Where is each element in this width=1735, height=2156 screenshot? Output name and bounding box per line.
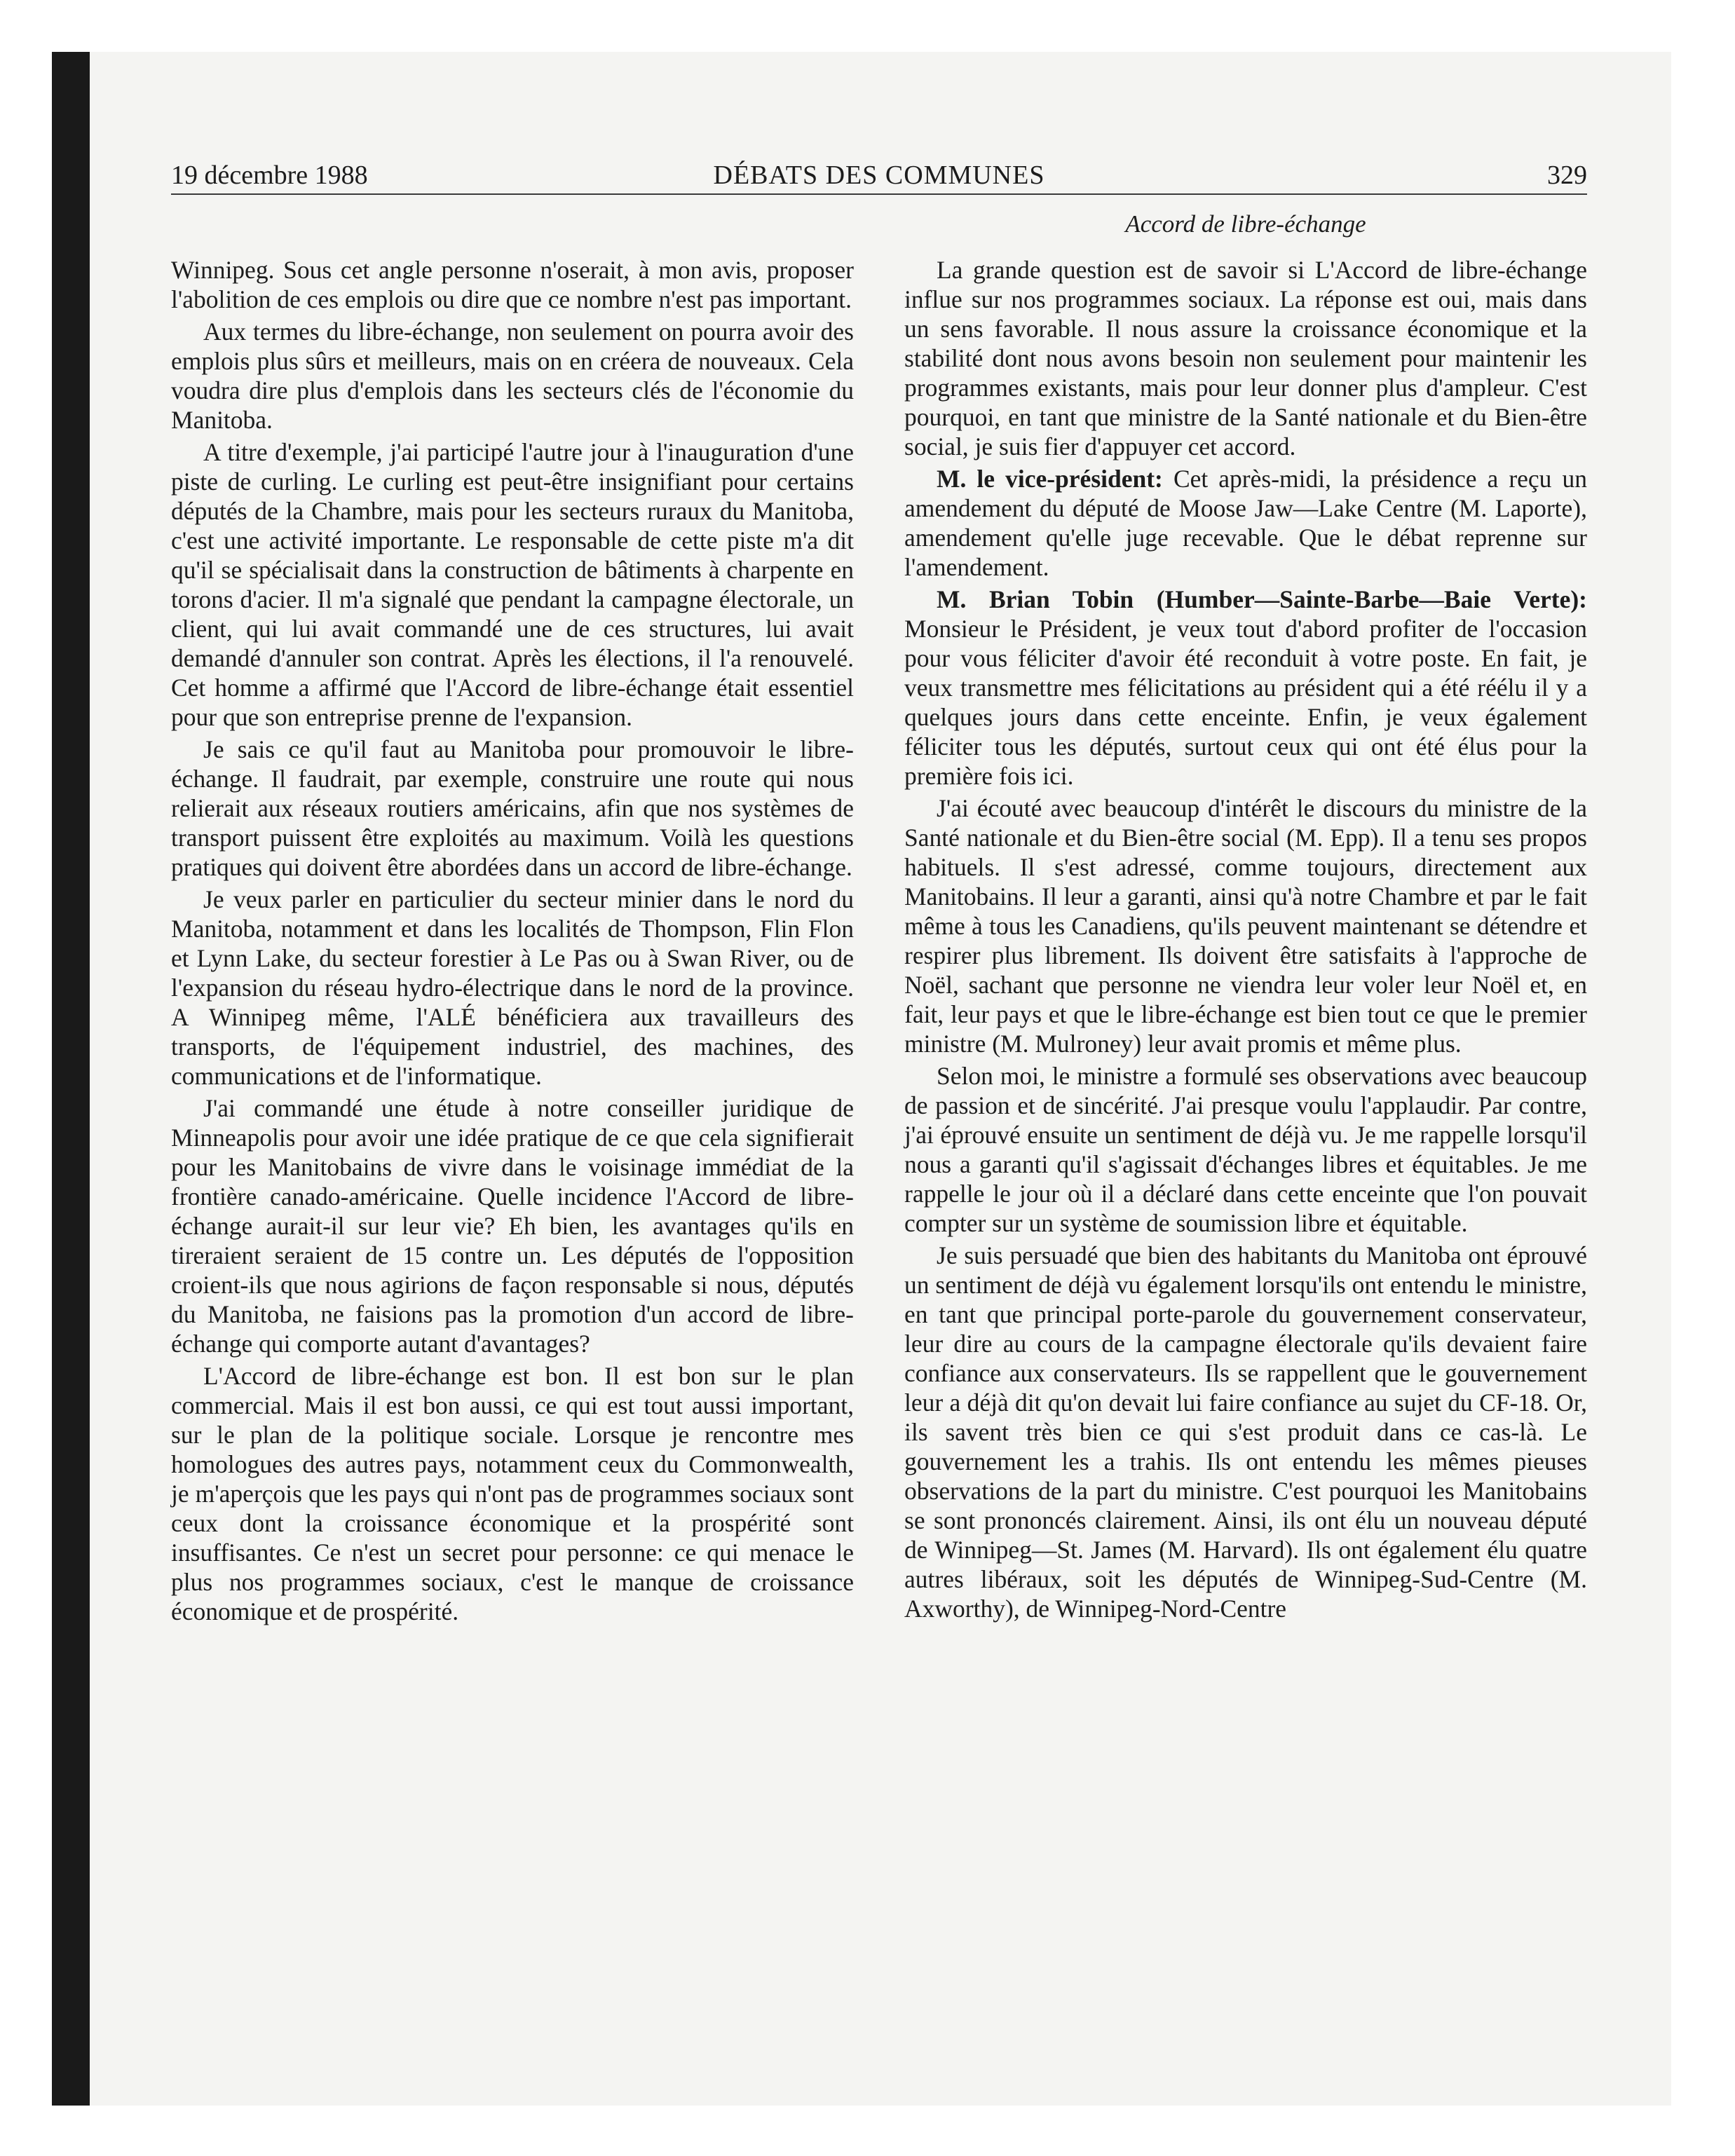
page-number: 329 [1547, 161, 1587, 190]
paragraph-text: Selon moi, le ministre a formulé ses observations avec beaucoup de passion et de sincérité. J'ai presque voulu l'applaudir. Par contre, j'ai éprouvé ensuite un sentiment de déjà vu. Je me rappelle lorsqu'il nous a garanti qu'il s'agissait d'échanges libres et équitables. Je me rappelle le jour où il a déclaré dans cette enceinte que l'on pouvait compter sur un système de soumission libre et équitable. [904, 1062, 1587, 1237]
right-column [904, 255, 1587, 1626]
paragraph: Winnipeg. Sous cet angle personne n'oserait, à mon avis, proposer l'abolition de ces emplois ou dire que ce nombre n'est pas important. [171, 256, 854, 313]
header-rule [171, 193, 1587, 195]
paragraph: J'ai commandé une étude à notre conseiller juridique de Minneapolis pour avoir une idée pratique de ce que cela signifierait pour les Manitobains de vivre dans le voisinage immédiat de la frontière canado-américaine. Quelle incidence l'Accord de libre-échange aurait-il sur leur vie? Eh bien, les avantages qu'ils en tireraient seraient de 15 contre un. Les députés de l'opposition croient-ils que nous agirions de façon responsable si nous, députés du Manitoba, ne faisions pas la promotion d'un accord de libre-échange qui comporte autant d'avantages? [171, 1094, 854, 1358]
paragraph: L'Accord de libre-échange est bon. Il est bon sur le plan commercial. Mais il est bon aussi, ce qui est tout aussi important, sur le plan de la politique sociale. Lorsque je rencontre mes homologues des autres pays, notamment ceux du Commonwealth, je m'aperçois que les pays qui n'ont pas de programmes sociaux sont ceux dont la croissance économique et la prospérité sont insuffisantes. Ce n'est un secret pour personne: ce qui menace le plus nos programmes sociaux, c'est le manque de croissance économique et de prospérité. [171, 1362, 854, 1625]
speaker-name: M. le vice-président: [937, 465, 1163, 493]
speaker-name: M. Brian Tobin (Humber—Sainte-Barbe—Baie Verte): [937, 585, 1587, 613]
paragraph-text: La grande question est de savoir si L'Accord de libre-échange influe sur nos programmes sociaux. La réponse est oui, mais dans un sens favorable. Il nous assure la croissance économique et la stabilité dont nous avons besoin non seulement pour maintenir les programmes existants, mais pour leur donner plus d'ampleur. C'est pourquoi, en tant que ministre de la Santé nationale et du Bien-être social, je suis fier d'appuyer cet accord. [904, 256, 1587, 460]
paragraph-text: Cet après-midi, la présidence a reçu un amendement du député de Moose Jaw—Lake Centre (M. Laporte), amendement qu'elle juge recevable. Que le débat reprenne sur l'amendement. [904, 465, 1587, 581]
paragraph-text: J'ai écouté avec beaucoup d'intérêt le discours du ministre de la Santé nationale et du Bien-être social (M. Epp). Il a tenu ses propos habituels. Il s'est adressé, comme toujours, directement aux Manitobains. Il leur a garanti, ainsi qu'à notre Chambre et par le fait même à tous les Canadiens, qu'ils peuvent maintenant se détendre et respirer plus librement. Ils doivent être satisfaits à l'approche de Noël, sachant que personne ne viendra leur voler leur Noël et, en fait, leur pays et que le libre-échange est bien tout ce que le premier ministre (M. Mulroney) leur avait promis et même plus. [904, 794, 1587, 1058]
paragraph: Aux termes du libre-échange, non seulement on pourra avoir des emplois plus sûrs et meilleurs, mais on en créera de nouveaux. Cela voudra dire plus d'emplois dans les secteurs clés de l'économie du Manitoba. [171, 318, 854, 434]
paragraph [904, 585, 1587, 791]
paragraph: Je sais ce qu'il faut au Manitoba pour promouvoir le libre-échange. Il faudrait, par exemple, construire une route qui nous relierait aux réseaux routiers américains, afin que nos systèmes de transport puissent être exploités au maximum. Voilà les questions pratiques qui doivent être abordées dans un accord de libre-échange. [171, 735, 854, 881]
page-header [171, 157, 1587, 193]
paragraph [904, 255, 1587, 461]
paragraph [904, 1241, 1587, 1623]
paragraph: Je veux parler en particulier du secteur minier dans le nord du Manitoba, notamment et dans les localités de Thompson, Flin Flon et Lynn Lake, du secteur forestier à Le Pas ou à Swan River, ou de l'expansion du réseau hydro-électrique dans le nord de la province. A Winnipeg même, l'ALÉ bénéficiera aux travailleurs des transports, de l'équipement industriel, des machines, des communications et de l'informatique. [171, 885, 854, 1090]
paragraph-text: Monsieur le Président, je veux tout d'abord profiter de l'occasion pour vous féliciter d'avoir été reconduit à votre poste. En fait, je veux transmettre mes félicitations au président qui a été réélu il y a quelques jours dans cette enceinte. Enfin, je veux également féliciter tous les députés, surtout ceux qui ont été élus pour la première fois ici. [904, 615, 1587, 790]
header-date: 19 décembre 1988 [171, 161, 368, 190]
scan-edge-shadow [52, 52, 90, 2106]
paragraph [904, 464, 1587, 582]
paragraph-text: Je suis persuadé que bien des habitants du Manitoba ont éprouvé un sentiment de déjà vu également lorsqu'ils ont entendu le ministre, en tant que principal porte-parole du gouvernement conservateur, leur dire au cours de la campagne électorale qu'ils devaient faire confiance aux conservateurs. Ils se rappellent que le gouvernement leur a déjà dit qu'on devait lui faire confiance au sujet du CF-18. Or, ils savent très bien ce qui s'est produit dans ce cas-là. Le gouvernement les a trahis. Ils ont entendu les mêmes pieuses observations de la part du ministre. C'est pourquoi les Manitobains se sont prononcés clairement. Ainsi, ils ont élu un nouveau député de Winnipeg—St. James (M. Harvard). Ils ont également élu quatre autres libéraux, soit les députés de Winnipeg-Sud-Centre (M. Axworthy), de Winnipeg-Nord-Centre [904, 1241, 1587, 1623]
topic-heading: Accord de libre-échange [1125, 210, 1366, 238]
paragraph [904, 1061, 1587, 1238]
paragraph [904, 793, 1587, 1058]
paragraph: A titre d'exemple, j'ai participé l'autre jour à l'inauguration d'une piste de curling. Le curling est peut-être insignifiant pour certains députés de la Chambre, mais pour les secteurs ruraux du Manitoba, c'est une activité importante. Le responsable de cette piste m'a dit qu'il se spécialisait dans la construction de bâtiments à charpente en torons d'acier. Il m'a signalé que pendant la campagne électorale, un client, qui lui avait commandé une de ces structures, lui avait demandé d'annuler son contrat. Après les élections, il l'a renouvelé. Cet homme a affirmé que l'Accord de libre-échange était essentiel pour que son entreprise prenne de l'expansion. [171, 438, 854, 731]
header-title: DÉBATS DES COMMUNES [713, 161, 1045, 190]
left-column [171, 255, 854, 1629]
